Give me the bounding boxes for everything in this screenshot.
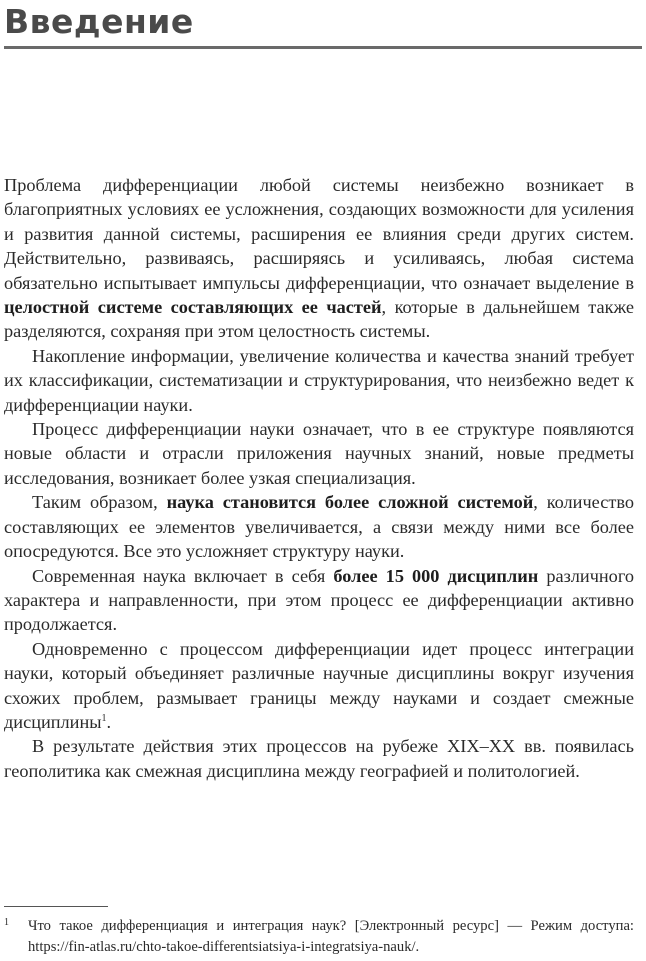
paragraph-text: Современная наука включает в себя [32,565,334,586]
body-text [4,173,634,783]
footnote-reference[interactable]: 1 [101,712,107,724]
paragraph-text: , количество составляющих ее элементов увеличивается, а связи между ними все более опосредуются. Все это усложняет структуру науки. [4,492,634,562]
paragraph-7 [4,734,634,783]
footnote-text: Что такое дифференциация и интеграция наук? [Электронный ресурс] — Режим доступа: https://fin-atlas.ru/chto-takoe-differentsiatsiya-i-integratsiya-nauk/. [28,918,634,955]
heading-block [4,2,642,49]
footnote-divider [4,906,108,907]
paragraph-text: Процесс дифференциации науки означает, что в ее структуре появляются новые области и отрасли приложения научных знаний, новые предметы исследования, возникает более узкая специализация. [4,419,634,488]
paragraph-text: , которые в дальнейшем также разделяются, сохраняя при этом целостность системы. [4,297,634,342]
paragraph-4 [4,490,634,563]
paragraph-text: различного характера и направленности, при этом процесс ее дифференциации активно продолжается. [4,565,635,635]
paragraph-text: Накопление информации, увеличение количества и качества знаний требует их классификации, систематизации и структурирования, что неизбежно ведет к дифференциации науки. [4,345,634,415]
paragraph-text: Проблема дифференциации любой системы неизбежно возникает в благоприятных условиях ее усложнения, создающих возможности для усиления и развития данной системы, расширения ее влияния среди других систем. Действительно, развиваясь, расширяясь и усиливаясь, любая система обязательно испытывает импульсы дифференциации, что означает выделение в [4,175,634,293]
paragraph-text: . [106,711,112,732]
paragraph-text: В результате действия этих процессов на рубеже XIX–XX вв. появилась геополитика как смежная дисциплина между географией и политологией. [4,736,634,781]
paragraph-5 [4,564,634,637]
paragraph-text: Таким образом, [32,492,167,513]
bold-phrase: целостной системе составляющих ее частей [4,297,382,318]
page-title: Введение [4,2,194,41]
paragraph-text: Одновременно с процессом дифференциации идет процесс интеграции науки, который объединяет различные научные дисциплины вокруг изучения схожих проблем, размывает границы между науками и создает смежные дисциплины [4,638,634,732]
footnote [4,916,634,957]
footnote-number: 1 [4,917,9,928]
paragraph-1 [4,173,634,344]
paragraph-2 [4,344,634,417]
bold-phrase: более 15 000 дисциплин [333,565,539,586]
paragraph-6 [4,637,634,735]
paragraph-3 [4,417,634,490]
title-underline [4,46,642,49]
bold-phrase: наука становится более сложной системой [166,492,534,513]
